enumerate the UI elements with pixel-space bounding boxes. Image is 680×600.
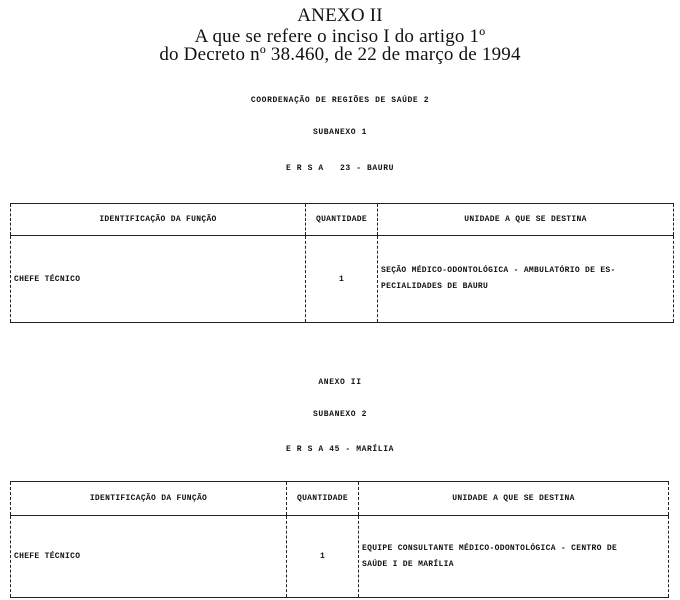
- column-header-function: IDENTIFICAÇÃO DA FUNÇÃO: [11, 204, 306, 236]
- annex-ii-caption: ANEXO II: [318, 378, 362, 387]
- column-header-unit: UNIDADE A QUE SE DESTINA: [359, 482, 669, 516]
- column-header-quantity: QUANTIDADE: [287, 482, 359, 516]
- coordination-caption: COORDENAÇÃO DE REGIÕES DE SAÚDE 2: [250, 96, 430, 105]
- column-header-quantity: QUANTIDADE: [306, 204, 378, 236]
- cell-unit-line-2: SAÚDE I DE MARÍLIA: [362, 559, 454, 569]
- column-header-unit: UNIDADE A QUE SE DESTINA: [378, 204, 674, 236]
- subannex-2-caption: SUBANEXO 2: [312, 410, 367, 419]
- annex-title: ANEXO II: [297, 5, 383, 26]
- ersa-23-caption: E R S A 23 - BAURU: [285, 164, 394, 173]
- cell-function: CHEFE TÉCNICO: [11, 236, 306, 323]
- table-row: [11, 516, 669, 598]
- cell-unit-line-1: EQUIPE CONSULTANTE MÉDICO-ODONTOLÓGICA - CENTRO DE: [362, 543, 618, 553]
- table-ersa-23: [10, 203, 674, 323]
- subannex-1-caption: SUBANEXO 1: [312, 128, 367, 137]
- cell-unit-line-1: SEÇÃO MÉDICO-ODONTOLÓGICA - AMBULATÓRIO DE ES-: [381, 266, 616, 275]
- cell-unit: [378, 236, 674, 323]
- table-header-row: [11, 482, 669, 516]
- header-line-1: A que se refere o inciso I do artigo 1º: [194, 26, 486, 47]
- column-header-function: IDENTIFICAÇÃO DA FUNÇÃO: [11, 482, 287, 516]
- table-header-row: [11, 204, 674, 236]
- cell-quantity: 1: [306, 236, 378, 323]
- header-line-2: do Decreto nº 38.460, de 22 de março de 1994: [159, 44, 521, 65]
- cell-function: CHEFE TÉCNICO: [11, 516, 287, 598]
- cell-unit: [359, 516, 669, 598]
- cell-quantity: 1: [287, 516, 359, 598]
- table-ersa-45: [10, 481, 669, 598]
- cell-unit-line-2: PECIALIDADES DE BAURU: [381, 282, 489, 291]
- ersa-45-caption: E R S A 45 - MARÍLIA: [285, 445, 394, 454]
- table-row: [11, 236, 674, 323]
